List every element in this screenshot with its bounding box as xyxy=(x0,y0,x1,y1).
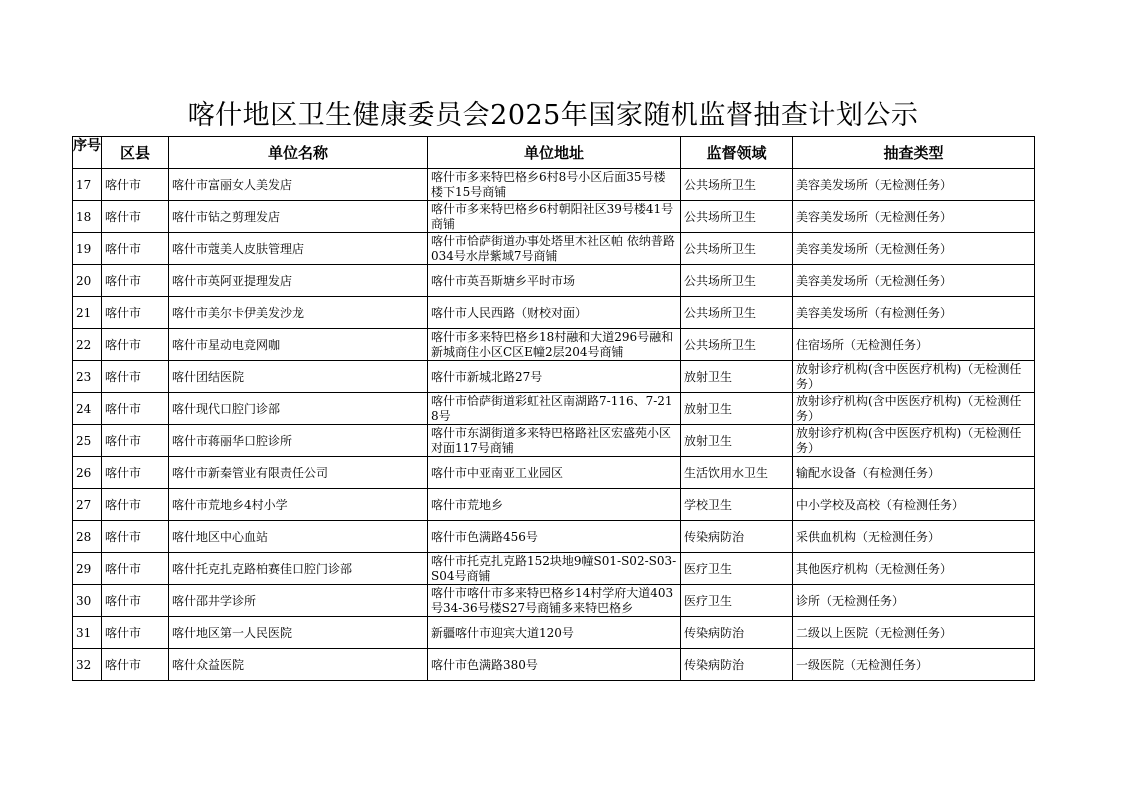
column-header-name: 单位名称 xyxy=(169,137,428,169)
page-title: 喀什地区卫生健康委员会2025年国家随机监督抽查计划公示 xyxy=(187,100,919,131)
cell-seq: 17 xyxy=(73,169,102,201)
cell-type: 中小学校及高校（有检测任务） xyxy=(793,489,1035,521)
cell-address: 喀什市多来特巴格乡6村朝阳社区39号楼41号商铺 xyxy=(428,201,681,233)
cell-unit-name: 喀什市星动电竞网咖 xyxy=(169,329,428,361)
cell-seq: 20 xyxy=(73,265,102,297)
cell-seq: 22 xyxy=(73,329,102,361)
cell-type: 二级以上医院（无检测任务） xyxy=(793,617,1035,649)
cell-county: 喀什市 xyxy=(102,425,169,457)
cell-seq: 21 xyxy=(73,297,102,329)
cell-field: 传染病防治 xyxy=(681,521,793,553)
header-row xyxy=(73,137,1035,169)
cell-field: 公共场所卫生 xyxy=(681,329,793,361)
cell-field: 公共场所卫生 xyxy=(681,265,793,297)
cell-county: 喀什市 xyxy=(102,457,169,489)
cell-address: 喀什市新城北路27号 xyxy=(428,361,681,393)
cell-address: 喀什市中亚南亚工业园区 xyxy=(428,457,681,489)
cell-address: 喀什市英吾斯塘乡平时市场 xyxy=(428,265,681,297)
cell-seq: 25 xyxy=(73,425,102,457)
table-row xyxy=(73,457,1035,489)
cell-field: 公共场所卫生 xyxy=(681,201,793,233)
cell-field: 医疗卫生 xyxy=(681,553,793,585)
cell-county: 喀什市 xyxy=(102,521,169,553)
cell-seq: 31 xyxy=(73,617,102,649)
cell-type: 放射诊疗机构(含中医医疗机构)（无检测任务） xyxy=(793,393,1035,425)
table-row xyxy=(73,329,1035,361)
cell-unit-name: 喀什地区第一人民医院 xyxy=(169,617,428,649)
cell-type: 住宿场所（无检测任务） xyxy=(793,329,1035,361)
table-row xyxy=(73,425,1035,457)
cell-unit-name: 喀什市钻之剪理发店 xyxy=(169,201,428,233)
cell-county: 喀什市 xyxy=(102,489,169,521)
cell-unit-name: 喀什市富丽女人美发店 xyxy=(169,169,428,201)
cell-field: 放射卫生 xyxy=(681,393,793,425)
cell-address: 喀什市色满路380号 xyxy=(428,649,681,681)
table-header xyxy=(73,137,1035,169)
cell-address: 喀什市色满路456号 xyxy=(428,521,681,553)
cell-field: 学校卫生 xyxy=(681,489,793,521)
cell-type: 美容美发场所（无检测任务） xyxy=(793,265,1035,297)
cell-field: 传染病防治 xyxy=(681,617,793,649)
table-row xyxy=(73,585,1035,617)
cell-seq: 26 xyxy=(73,457,102,489)
cell-unit-name: 喀什众益医院 xyxy=(169,649,428,681)
cell-county: 喀什市 xyxy=(102,649,169,681)
cell-unit-name: 喀什邵井学诊所 xyxy=(169,585,428,617)
cell-county: 喀什市 xyxy=(102,585,169,617)
table-row xyxy=(73,521,1035,553)
cell-seq: 19 xyxy=(73,233,102,265)
cell-address: 喀什市喀什市多来特巴格乡14村学府大道403号34-36号楼S27号商铺多来特巴格乡 xyxy=(428,585,681,617)
cell-field: 公共场所卫生 xyxy=(681,169,793,201)
cell-field: 传染病防治 xyxy=(681,649,793,681)
column-header-county: 区县 xyxy=(102,137,169,169)
table-row xyxy=(73,553,1035,585)
cell-type: 一级医院（无检测任务） xyxy=(793,649,1035,681)
cell-field: 医疗卫生 xyxy=(681,585,793,617)
cell-address: 喀什市荒地乡 xyxy=(428,489,681,521)
table-row xyxy=(73,649,1035,681)
cell-unit-name: 喀什托克扎克路柏赛佳口腔门诊部 xyxy=(169,553,428,585)
table-row xyxy=(73,169,1035,201)
cell-type: 其他医疗机构（无检测任务） xyxy=(793,553,1035,585)
inspection-plan-table xyxy=(72,136,1035,681)
cell-address: 喀什市多来特巴格乡6村8号小区后面35号楼楼下15号商铺 xyxy=(428,169,681,201)
cell-address: 喀什市托克扎克路152块地9幢S01-S02-S03-S04号商铺 xyxy=(428,553,681,585)
cell-type: 放射诊疗机构(含中医医疗机构)（无检测任务） xyxy=(793,425,1035,457)
cell-county: 喀什市 xyxy=(102,329,169,361)
cell-unit-name: 喀什市蒋丽华口腔诊所 xyxy=(169,425,428,457)
cell-county: 喀什市 xyxy=(102,169,169,201)
cell-seq: 32 xyxy=(73,649,102,681)
table-row xyxy=(73,393,1035,425)
cell-field: 公共场所卫生 xyxy=(681,233,793,265)
cell-unit-name: 喀什团结医院 xyxy=(169,361,428,393)
cell-type: 放射诊疗机构(含中医医疗机构)（无检测任务） xyxy=(793,361,1035,393)
table-row xyxy=(73,361,1035,393)
cell-county: 喀什市 xyxy=(102,297,169,329)
cell-address: 喀什市多来特巴格乡18村融和大道296号融和新城商住小区C区E幢2层204号商铺 xyxy=(428,329,681,361)
cell-type: 美容美发场所（无检测任务） xyxy=(793,169,1035,201)
table-row xyxy=(73,617,1035,649)
table-row xyxy=(73,201,1035,233)
cell-unit-name: 喀什市荒地乡4村小学 xyxy=(169,489,428,521)
column-header-field: 监督领域 xyxy=(681,137,793,169)
table-body xyxy=(73,169,1035,681)
cell-type: 输配水设备（有检测任务） xyxy=(793,457,1035,489)
cell-county: 喀什市 xyxy=(102,265,169,297)
cell-field: 公共场所卫生 xyxy=(681,297,793,329)
cell-type: 采供血机构（无检测任务） xyxy=(793,521,1035,553)
cell-seq: 29 xyxy=(73,553,102,585)
cell-address: 喀什市东湖街道多来特巴格路社区宏盛苑小区对面117号商铺 xyxy=(428,425,681,457)
table-row xyxy=(73,489,1035,521)
cell-type: 诊所（无检测任务） xyxy=(793,585,1035,617)
cell-county: 喀什市 xyxy=(102,361,169,393)
cell-type: 美容美发场所（无检测任务） xyxy=(793,201,1035,233)
cell-unit-name: 喀什地区中心血站 xyxy=(169,521,428,553)
cell-seq: 18 xyxy=(73,201,102,233)
cell-county: 喀什市 xyxy=(102,233,169,265)
cell-unit-name: 喀什市美尔卡伊美发沙龙 xyxy=(169,297,428,329)
cell-address: 新疆喀什市迎宾大道120号 xyxy=(428,617,681,649)
cell-unit-name: 喀什市新秦管业有限责任公司 xyxy=(169,457,428,489)
cell-unit-name: 喀什市英阿亚提理发店 xyxy=(169,265,428,297)
cell-unit-name: 喀什现代口腔门诊部 xyxy=(169,393,428,425)
cell-seq: 27 xyxy=(73,489,102,521)
cell-field: 放射卫生 xyxy=(681,361,793,393)
cell-unit-name: 喀什市蔻美人皮肤管理店 xyxy=(169,233,428,265)
table-row xyxy=(73,297,1035,329)
table-row xyxy=(73,265,1035,297)
cell-address: 喀什市恰萨街道办事处塔里木社区帕 依纳普路034号水岸紫域7号商铺 xyxy=(428,233,681,265)
column-header-seq: 序号 xyxy=(73,137,102,169)
cell-seq: 24 xyxy=(73,393,102,425)
cell-seq: 23 xyxy=(73,361,102,393)
cell-county: 喀什市 xyxy=(102,393,169,425)
column-header-address: 单位地址 xyxy=(428,137,681,169)
cell-seq: 28 xyxy=(73,521,102,553)
cell-county: 喀什市 xyxy=(102,617,169,649)
cell-field: 生活饮用水卫生 xyxy=(681,457,793,489)
cell-county: 喀什市 xyxy=(102,553,169,585)
cell-field: 放射卫生 xyxy=(681,425,793,457)
cell-seq: 30 xyxy=(73,585,102,617)
cell-county: 喀什市 xyxy=(102,201,169,233)
cell-type: 美容美发场所（有检测任务） xyxy=(793,297,1035,329)
column-header-type: 抽查类型 xyxy=(793,137,1035,169)
cell-address: 喀什市恰萨街道彩虹社区南湖路7-116、7-218号 xyxy=(428,393,681,425)
cell-address: 喀什市人民西路（财校对面） xyxy=(428,297,681,329)
table-row xyxy=(73,233,1035,265)
cell-type: 美容美发场所（无检测任务） xyxy=(793,233,1035,265)
